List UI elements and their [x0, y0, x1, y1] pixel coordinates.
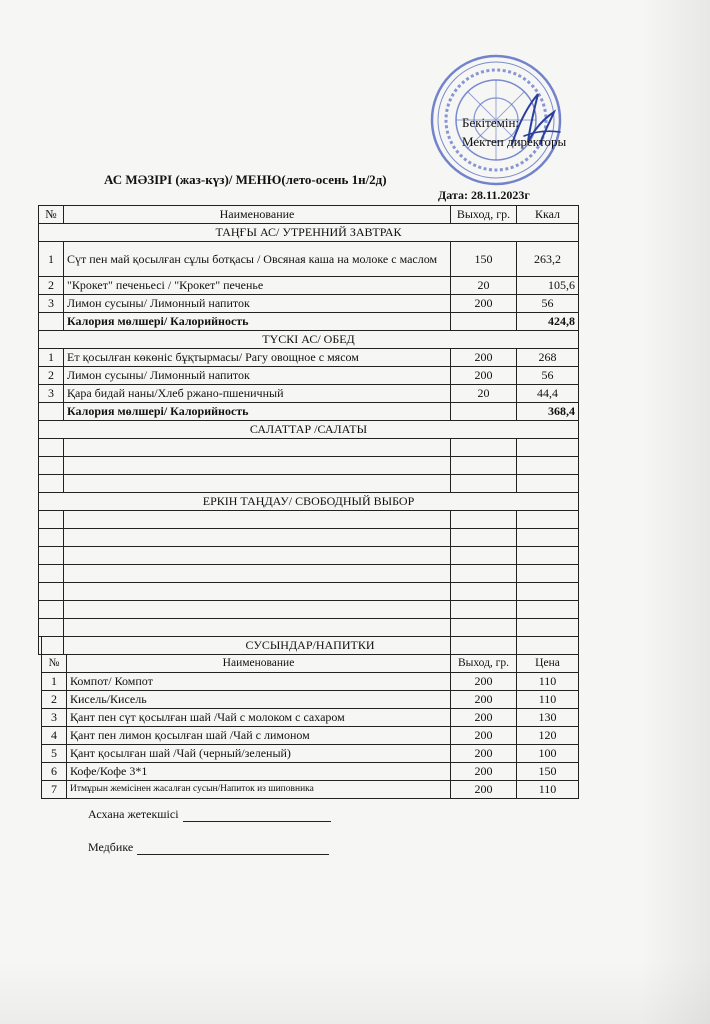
row-num: 6 [42, 763, 67, 781]
row-name: Қант пен сүт қосылған шай /Чай с молоком с сахаром [67, 709, 451, 727]
row-yield: 150 [451, 242, 517, 277]
row-name: Ет қосылған көкөніс бұқтырмасы/ Рагу овощное с мясом [64, 349, 451, 367]
empty-row [39, 565, 579, 583]
row-yield: 200 [451, 763, 517, 781]
row-num: 2 [42, 691, 67, 709]
signature-blank [183, 811, 331, 822]
empty-row [39, 529, 579, 547]
section-title-breakfast: ТАҢҒЫ АС/ УТРЕННИЙ ЗАВТРАК [39, 224, 579, 242]
row-price: 110 [517, 691, 579, 709]
row-yield: 200 [451, 745, 517, 763]
col-header-kcal: Ккал [517, 206, 579, 224]
total-value: 368,4 [517, 403, 579, 421]
row-name: Итмұрын жемісінен жасалған сусын/Напиток из шиповника [67, 781, 451, 799]
row-num: 7 [42, 781, 67, 799]
row-name: Лимон сусыны/ Лимонный напиток [64, 367, 451, 385]
table-row [42, 727, 579, 745]
empty-row [39, 439, 579, 457]
row-name: Қара бидай наны/Хлеб ржано-пшеничный [64, 385, 451, 403]
section-title-free-choice: ЕРКІН ТАҢДАУ/ СВОБОДНЫЙ ВЫБОР [39, 493, 579, 511]
total-label: Калория мөлшері/ Калорийность [64, 403, 451, 421]
table-row [42, 691, 579, 709]
empty-row [39, 511, 579, 529]
row-name: Лимон сусыны/ Лимонный напиток [64, 295, 451, 313]
row-num: 3 [39, 295, 64, 313]
row-name: Қант қосылған шай /Чай (черный/зеленый) [67, 745, 451, 763]
empty-row [39, 619, 579, 637]
table-row [39, 349, 579, 367]
table-row [42, 763, 579, 781]
row-price: 100 [517, 745, 579, 763]
table-row [42, 745, 579, 763]
row-num: 4 [42, 727, 67, 745]
cook-head-label: Асхана жетекшісі [88, 807, 179, 821]
empty-row [39, 583, 579, 601]
row-name: Компот/ Компот [67, 673, 451, 691]
row-kcal: 56 [517, 295, 579, 313]
nurse-label: Медбике [88, 840, 134, 854]
row-yield: 200 [451, 727, 517, 745]
row-yield: 200 [451, 691, 517, 709]
row-yield: 200 [451, 673, 517, 691]
row-price: 150 [517, 763, 579, 781]
row-price: 110 [517, 781, 579, 799]
row-num: 1 [39, 242, 64, 277]
row-num: 2 [39, 367, 64, 385]
total-label: Калория мөлшері/ Калорийность [64, 313, 451, 331]
signature-blank [137, 844, 329, 855]
empty-row [39, 475, 579, 493]
section-title-salads: САЛАТТАР /САЛАТЫ [39, 421, 579, 439]
approval-block [462, 113, 566, 151]
page-shadow [640, 0, 710, 1024]
table-row [42, 709, 579, 727]
row-name: "Крокет" печеньесі / "Крокет" печенье [64, 277, 451, 295]
empty-row [39, 601, 579, 619]
row-kcal: 44,4 [517, 385, 579, 403]
col-header-num: № [39, 206, 64, 224]
row-kcal: 56 [517, 367, 579, 385]
row-kcal: 105,6 [517, 277, 579, 295]
col-header-price: Цена [517, 655, 579, 673]
empty-row [39, 547, 579, 565]
col-header-name: Наименование [64, 206, 451, 224]
total-row [39, 313, 579, 331]
row-num: 2 [39, 277, 64, 295]
menu-date: Дата: 28.11.2023г [438, 188, 530, 202]
table-header-row [39, 206, 579, 224]
row-yield: 200 [451, 781, 517, 799]
approval-label: Бекітемін: [462, 115, 520, 130]
row-kcal: 268 [517, 349, 579, 367]
total-value: 424,8 [517, 313, 579, 331]
table-row [42, 673, 579, 691]
section-title-lunch: ТҮСКІ АС/ ОБЕД [39, 331, 579, 349]
table-row [39, 242, 579, 277]
cook-head-signature-line [88, 807, 331, 822]
row-price: 110 [517, 673, 579, 691]
row-num: 1 [42, 673, 67, 691]
row-num: 3 [42, 709, 67, 727]
col-header-yield: Выход, гр. [451, 206, 517, 224]
row-kcal: 263,2 [517, 242, 579, 277]
section-title-drinks: СУСЫНДАР/НАПИТКИ [42, 637, 579, 655]
nurse-signature-line [88, 840, 329, 855]
row-price: 120 [517, 727, 579, 745]
row-yield: 200 [451, 295, 517, 313]
total-row [39, 403, 579, 421]
table-row [39, 367, 579, 385]
row-name: Қант пен лимон қосылған шай /Чай с лимоном [67, 727, 451, 745]
page-title: АС МӘЗІРІ (жаз-күз)/ МЕНЮ(лето-осень 1н/2д) [104, 172, 387, 187]
col-header-yield: Выход, гр. [451, 655, 517, 673]
row-yield: 200 [451, 367, 517, 385]
row-yield: 20 [451, 277, 517, 295]
table-row [39, 295, 579, 313]
row-name: Кисель/Кисель [67, 691, 451, 709]
drinks-header-row [42, 655, 579, 673]
col-header-name: Наименование [67, 655, 451, 673]
table-row [39, 277, 579, 295]
drinks-table [41, 636, 579, 799]
col-header-num: № [42, 655, 67, 673]
table-row [42, 781, 579, 799]
row-num: 3 [39, 385, 64, 403]
approval-position: Мектеп директоры [462, 134, 567, 149]
page-shadow-bottom [0, 960, 710, 1024]
row-num: 1 [39, 349, 64, 367]
menu-table [38, 205, 579, 655]
row-price: 130 [517, 709, 579, 727]
row-yield: 200 [451, 709, 517, 727]
row-name: Сүт пен май қосылған сұлы ботқасы / Овсяная каша на молоке с маслом [64, 242, 451, 277]
row-yield: 20 [451, 385, 517, 403]
row-num: 5 [42, 745, 67, 763]
empty-row [39, 457, 579, 475]
table-row [39, 385, 579, 403]
row-name: Кофе/Кофе 3*1 [67, 763, 451, 781]
row-yield: 200 [451, 349, 517, 367]
